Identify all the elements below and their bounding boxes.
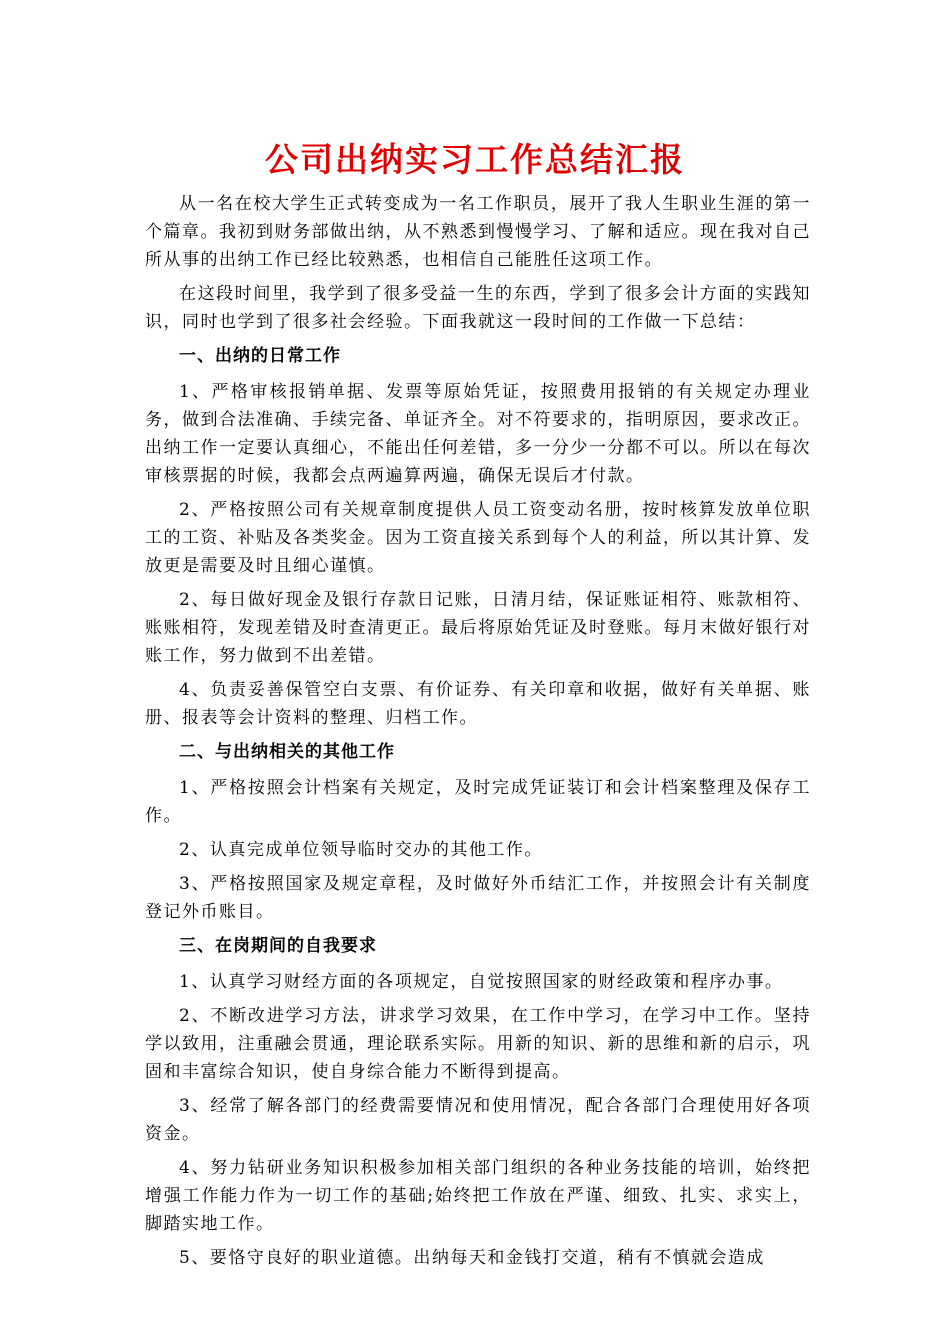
body-paragraph: 2、严格按照公司有关规章制度提供人员工资变动名册，按时核算发放单位职工的工资、补贴及各类奖金。因为工资直接关系到每个人的利益，所以其计算、发放更是需要及时且细心谨慎。 (145, 500, 811, 576)
body-paragraph: 2、不断改进学习方法，讲求学习效果，在工作中学习，在学习中工作。坚持学以致用，注重融会贯通，理论联系实际。用新的知识、新的思维和新的启示，巩固和丰富综合知识，使自身综合能力不断得到提高。 (145, 1006, 811, 1082)
section-heading: 一、出纳的日常工作 (179, 346, 341, 366)
body-paragraph: 2、认真完成单位领导临时交办的其他工作。 (179, 840, 543, 860)
intro-paragraph: 在这段时间里，我学到了很多受益一生的东西，学到了很多会计方面的实践知识，同时也学到了很多社会经验。下面我就这一段时间的工作做一下总结： (145, 284, 811, 332)
body-paragraph: 4、努力钻研业务知识积极参加相关部门组织的各种业务技能的培训，始终把增强工作能力作为一切工作的基础;始终把工作放在严谨、细致、扎实、求实上，脚踏实地工作。 (145, 1158, 811, 1234)
section-heading: 二、与出纳相关的其他工作 (179, 742, 395, 762)
body-paragraph: 2、每日做好现金及银行存款日记账，日清月结，保证账证相符、账款相符、账账相符，发现差错及时查清更正。最后将原始凭证及时登账。每月末做好银行对账工作，努力做到不出差错。 (145, 590, 811, 666)
body-paragraph: 1、严格按照会计档案有关规定，及时完成凭证装订和会计档案整理及保存工作。 (145, 778, 811, 826)
document-title: 公司出纳实习工作总结汇报 (265, 140, 685, 179)
body-paragraph: 5、要恪守良好的职业道德。出纳每天和金钱打交道，稍有不慎就会造成 (179, 1248, 765, 1268)
section-heading: 三、在岗期间的自我要求 (179, 936, 377, 956)
body-paragraph: 3、经常了解各部门的经费需要情况和使用情况，配合各部门合理使用好各项资金。 (145, 1096, 811, 1144)
intro-paragraph: 从一名在校大学生正式转变成为一名工作职员，展开了我人生职业生涯的第一个篇章。我初到财务部做出纳，从不熟悉到慢慢学习、了解和适应。现在我对自己所从事的出纳工作已经比较熟悉，也相信自己能胜任这项工作。 (145, 194, 811, 270)
body-paragraph: 1、严格审核报销单据、发票等原始凭证，按照费用报销的有关规定办理业务，做到合法准确、手续完备、单证齐全。对不符要求的，指明原因，要求改正。出纳工作一定要认真细心，不能出任何差错，多一分少一分都不可以。所以在每次审核票据的时候，我都会点两遍算两遍，确保无误后才付款。 (145, 382, 811, 486)
body-paragraph: 1、认真学习财经方面的各项规定，自觉按照国家的财经政策和程序办事。 (179, 972, 784, 992)
document-body (145, 190, 811, 1278)
body-paragraph: 4、负责妥善保管空白支票、有价证券、有关印章和收据，做好有关单据、账册、报表等会计资料的整理、归档工作。 (145, 680, 811, 728)
body-paragraph: 3、严格按照国家及规定章程，及时做好外币结汇工作，并按照会计有关制度登记外币账目。 (145, 874, 811, 922)
